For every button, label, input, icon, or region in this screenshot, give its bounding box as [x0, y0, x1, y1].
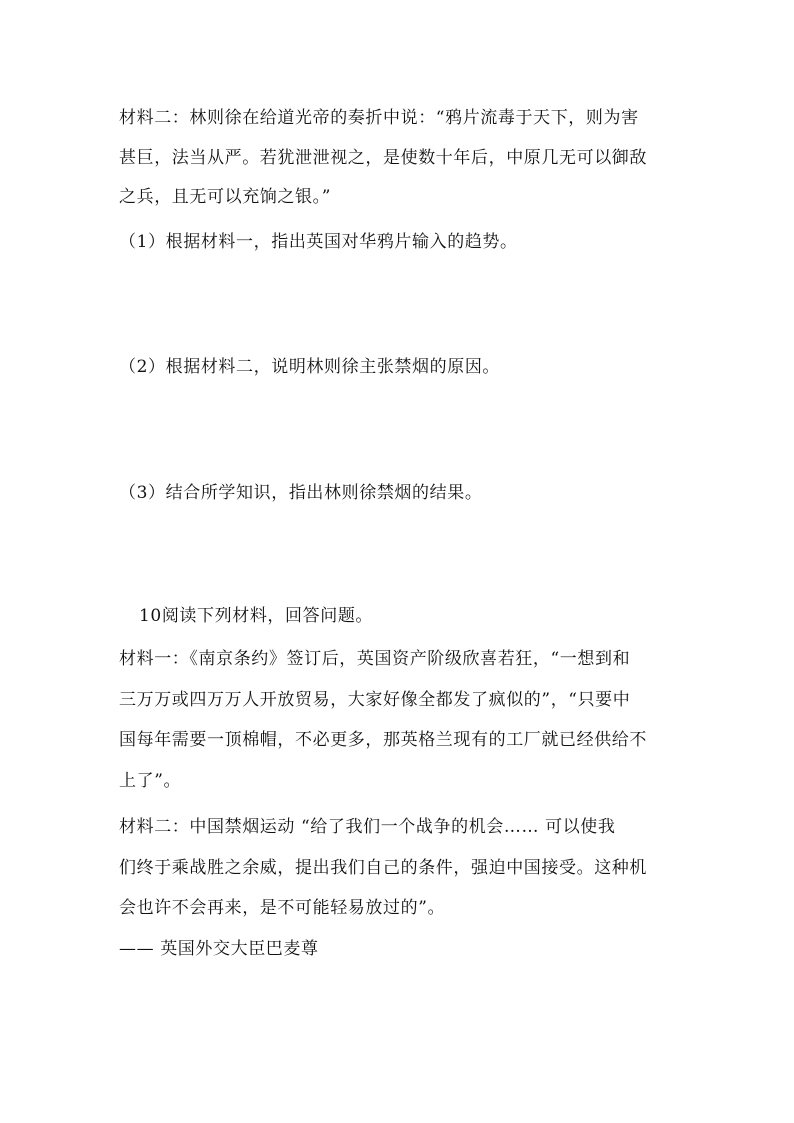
q9-material2-line-3: 之兵，且无可以充饷之银。”	[119, 187, 331, 207]
q9-question-2: （2）根据材料二，说明林则徐主张禁烟的原因。	[119, 357, 501, 377]
q10-material1-line-4: 上了”。	[119, 771, 182, 791]
q9-material2-line-1: 材料二：林则徐在给道光帝的奏折中说：“鸦片流毒于天下，则为害	[119, 108, 639, 128]
q10-material1-line-3: 国每年需要一顶棉帽，不必更多，那英格兰现有的工厂就已经供给不	[119, 730, 647, 750]
q10-prompt: 10阅读下列材料，回答问题。	[139, 606, 374, 626]
q10-material1-line-2: 三万万或四万万人开放贸易，大家好像全都发了疯似的”，“只要中	[119, 690, 631, 710]
q9-question-1: （1）根据材料一，指出英国对华鸦片输入的趋势。	[119, 232, 518, 252]
q9-material2-line-2: 甚巨，法当从严。若犹泄泄视之，是使数十年后，中原几无可以御敌	[119, 148, 647, 168]
q10-material2-line-3: 会也许不会再来，是不可能轻易放过的”。	[119, 898, 446, 918]
q10-material2-line-1: 材料二：中国禁烟运动 “给了我们一个战争的机会…… 可以使我	[119, 817, 616, 837]
q9-question-3: （3）结合所学知识，指出林则徐禁烟的结果。	[119, 483, 483, 503]
q10-material2-line-2: 们终于乘战胜之余威，提出我们自己的条件，强迫中国接受。这种机	[119, 858, 647, 878]
q10-material1-line-1: 材料一：《南京条约》签订后，英国资产阶级欣喜若狂，“一想到和	[119, 649, 631, 669]
q10-attribution: —— 英国外交大臣巴麦尊	[119, 939, 319, 959]
